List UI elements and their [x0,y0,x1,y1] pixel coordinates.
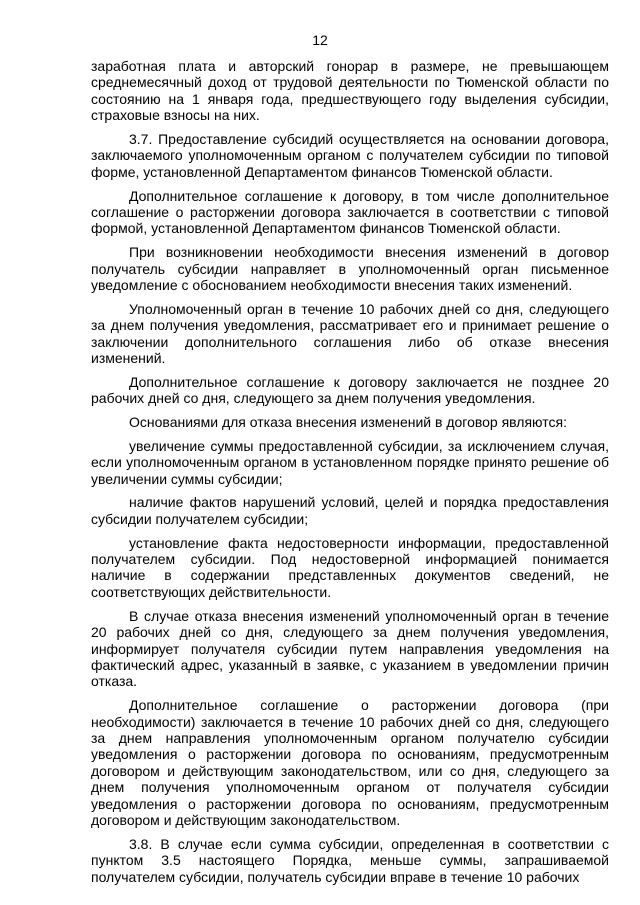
paragraph-review-decision: Уполномоченный орган в течение 10 рабочих дней со дня, следующего за днем получения уведомления, рассматривает его и принимает решение о заключении дополнительного соглашения либо об отказе внесения изменений. [91,300,609,367]
paragraph-refusal-grounds: Основаниями для отказа внесения изменений в договор являются: [129,414,567,431]
paragraph-termination-agreement: Дополнительное соглашение о расторжении договора (при необходимости) заключается в течение 10 рабочих дней со дня, следующего за днем направления уполномоченным органом получателю субсидии уведомления о расторжении договора по основаниям, предусмотренным договором и действующим законодательством, или со дня, следующего за днем получения уполномоченным органом от получателя субсидии уведомления о расторжении договора по основаниям, предусмотренным договором и действующим законодательством. [91,697,609,828]
paragraph-continuation: заработная плата и авторский гонорар в размере, не превышающем среднемесячный доход от трудовой деятельности по Тюменской области по состоянию на 1 января года, предшествующего году выделения субсидии, страховые взносы на них. [91,58,609,124]
paragraph-change-request: При возникновении необходимости внесения изменений в договор получатель субсидии направляет в уполномоченный орган письменное уведомление с обоснованием необходимости внесения таких изменений. [91,244,609,294]
page-number: 12 [312,32,328,48]
list-item-false-information: установление факта недостоверности информации, предоставленной получателем субсидии. Под недостоверной информацией понимается наличие в содержании представленных документов сведений, не соответствующих действительности. [91,534,609,600]
paragraph-3-7: 3.7. Предоставление субсидий осуществляется на основании договора, заключаемого уполномоченным органом с получателем субсидии по типовой форме, установленной Департаментом финансов Тюменской области. [91,131,609,180]
paragraph-3-8: 3.8. В случае если сумма субсидии, определенная в соответствии с пунктом 3.5 настоящего Порядка, меньше суммы, запрашиваемой получателем субсидии, получатель субсидии вправе в течение 10 рабочих [91,835,609,885]
paragraph-additional-agreement: Дополнительное соглашение к договору, в том числе дополнительное соглашение о расторжении договора заключается в соответствии с типовой формой, установленной Департаментом финансов Тюменской области. [91,187,609,237]
document-body [91,58,609,892]
paragraph-refusal-notice: В случае отказа внесения изменений уполномоченный орган в течение 20 рабочих дней со дня, следующего за днем получения уведомления, информирует получателя субсидии путем направления уведомления на фактический адрес, указанный в заявке, с указанием в уведомлении причин отказа. [91,607,609,690]
list-item-violations: наличие фактов нарушений условий, целей и порядка предоставления субсидии получателем субсидии; [91,494,609,527]
paragraph-agreement-deadline: Дополнительное соглашение к договору заключается не позднее 20 рабочих дней со дня, следующего за днем получения уведомления. [91,373,609,407]
list-item-subsidy-increase: увеличение суммы предоставленной субсидии, за исключением случая, если уполномоченным органом в установленном порядке принято решение об увеличении суммы субсидии; [91,437,609,487]
